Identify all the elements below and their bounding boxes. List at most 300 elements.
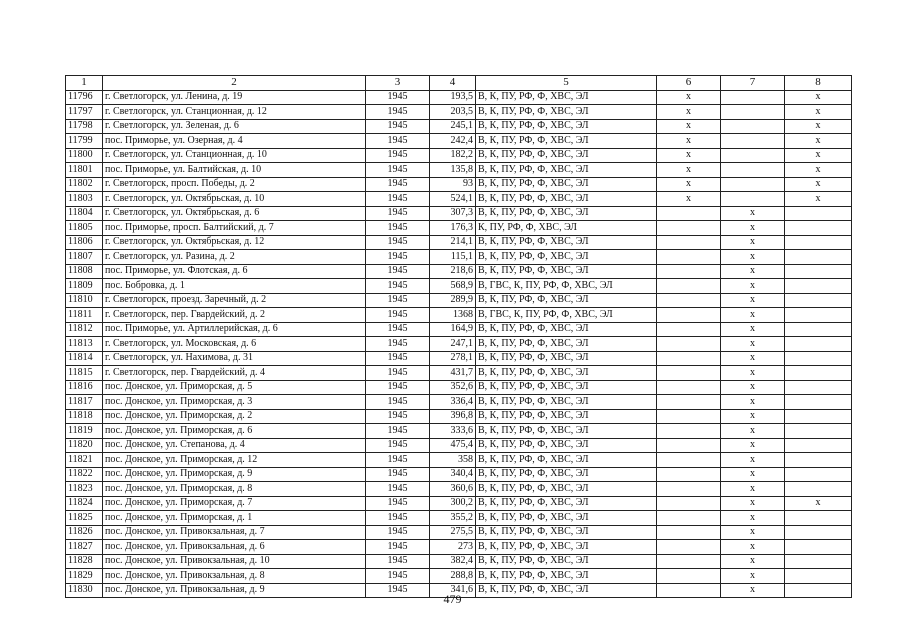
address-cell: пос. Донское, ул. Привокзальная, д. 10 xyxy=(103,554,366,569)
row-id-cell: 11828 xyxy=(66,554,103,569)
systems-cell: В, К, ПУ, РФ, Ф, ХВС, ЭЛ xyxy=(476,351,657,366)
mark-cell-6 xyxy=(657,264,721,279)
year-cell: 1945 xyxy=(366,206,430,221)
mark-cell-8 xyxy=(785,424,852,439)
mark-cell-7: х xyxy=(721,250,785,265)
mark-cell-6 xyxy=(657,351,721,366)
systems-cell: В, К, ПУ, РФ, Ф, ХВС, ЭЛ xyxy=(476,467,657,482)
area-cell: 475,4 xyxy=(430,438,476,453)
mark-cell-7: х xyxy=(721,264,785,279)
year-cell: 1945 xyxy=(366,337,430,352)
table-row xyxy=(66,235,852,250)
table-row xyxy=(66,525,852,540)
row-id-cell: 11830 xyxy=(66,583,103,598)
table-row xyxy=(66,163,852,178)
mark-cell-6 xyxy=(657,511,721,526)
mark-cell-6: х xyxy=(657,119,721,134)
systems-cell: В, К, ПУ, РФ, Ф, ХВС, ЭЛ xyxy=(476,163,657,178)
address-cell: г. Светлогорск, ул. Московская, д. 6 xyxy=(103,337,366,352)
area-cell: 431,7 xyxy=(430,366,476,381)
year-cell: 1945 xyxy=(366,119,430,134)
mark-cell-6 xyxy=(657,496,721,511)
area-cell: 352,6 xyxy=(430,380,476,395)
area-cell: 341,6 xyxy=(430,583,476,598)
mark-cell-7: х xyxy=(721,206,785,221)
row-id-cell: 11823 xyxy=(66,482,103,497)
year-cell: 1945 xyxy=(366,163,430,178)
systems-cell: В, К, ПУ, РФ, Ф, ХВС, ЭЛ xyxy=(476,264,657,279)
row-id-cell: 11827 xyxy=(66,540,103,555)
mark-cell-7: х xyxy=(721,438,785,453)
mark-cell-8 xyxy=(785,264,852,279)
mark-cell-8: х xyxy=(785,192,852,207)
area-cell: 273 xyxy=(430,540,476,555)
mark-cell-7: х xyxy=(721,337,785,352)
systems-cell: В, К, ПУ, РФ, Ф, ХВС, ЭЛ xyxy=(476,119,657,134)
mark-cell-8 xyxy=(785,453,852,468)
mark-cell-7: х xyxy=(721,409,785,424)
systems-cell: В, К, ПУ, РФ, Ф, ХВС, ЭЛ xyxy=(476,569,657,584)
area-cell: 214,1 xyxy=(430,235,476,250)
area-cell: 193,5 xyxy=(430,90,476,105)
address-cell: пос. Донское, ул. Приморская, д. 9 xyxy=(103,467,366,482)
row-id-cell: 11826 xyxy=(66,525,103,540)
year-cell: 1945 xyxy=(366,511,430,526)
row-id-cell: 11814 xyxy=(66,351,103,366)
year-cell: 1945 xyxy=(366,221,430,236)
row-id-cell: 11807 xyxy=(66,250,103,265)
address-cell: пос. Донское, ул. Приморская, д. 6 xyxy=(103,424,366,439)
row-id-cell: 11825 xyxy=(66,511,103,526)
mark-cell-7: х xyxy=(721,467,785,482)
mark-cell-6: х xyxy=(657,177,721,192)
row-id-cell: 11808 xyxy=(66,264,103,279)
year-cell: 1945 xyxy=(366,554,430,569)
row-id-cell: 11809 xyxy=(66,279,103,294)
table-row xyxy=(66,424,852,439)
row-id-cell: 11797 xyxy=(66,105,103,120)
mark-cell-7: х xyxy=(721,293,785,308)
area-cell: 396,8 xyxy=(430,409,476,424)
mark-cell-6 xyxy=(657,337,721,352)
mark-cell-8 xyxy=(785,569,852,584)
systems-cell: В, К, ПУ, РФ, Ф, ХВС, ЭЛ xyxy=(476,192,657,207)
systems-cell: В, К, ПУ, РФ, Ф, ХВС, ЭЛ xyxy=(476,482,657,497)
mark-cell-6 xyxy=(657,395,721,410)
mark-cell-6 xyxy=(657,525,721,540)
mark-cell-7 xyxy=(721,163,785,178)
row-id-cell: 11820 xyxy=(66,438,103,453)
year-cell: 1945 xyxy=(366,351,430,366)
row-id-cell: 11796 xyxy=(66,90,103,105)
row-id-cell: 11812 xyxy=(66,322,103,337)
address-cell: пос. Донское, ул. Приморская, д. 12 xyxy=(103,453,366,468)
mark-cell-7 xyxy=(721,177,785,192)
address-cell: пос. Бобровка, д. 1 xyxy=(103,279,366,294)
mark-cell-6 xyxy=(657,235,721,250)
address-cell: пос. Донское, ул. Привокзальная, д. 8 xyxy=(103,569,366,584)
table-row xyxy=(66,192,852,207)
area-cell: 176,3 xyxy=(430,221,476,236)
area-cell: 115,1 xyxy=(430,250,476,265)
table-row xyxy=(66,119,852,134)
systems-cell: В, К, ПУ, РФ, Ф, ХВС, ЭЛ xyxy=(476,583,657,598)
systems-cell: В, К, ПУ, РФ, Ф, ХВС, ЭЛ xyxy=(476,366,657,381)
mark-cell-6 xyxy=(657,482,721,497)
column-header: 8 xyxy=(785,76,852,91)
year-cell: 1945 xyxy=(366,453,430,468)
mark-cell-8 xyxy=(785,395,852,410)
row-id-cell: 11821 xyxy=(66,453,103,468)
area-cell: 355,2 xyxy=(430,511,476,526)
year-cell: 1945 xyxy=(366,583,430,598)
systems-cell: В, К, ПУ, РФ, Ф, ХВС, ЭЛ xyxy=(476,409,657,424)
table-body xyxy=(66,90,852,598)
mark-cell-8 xyxy=(785,235,852,250)
mark-cell-7: х xyxy=(721,496,785,511)
mark-cell-7: х xyxy=(721,554,785,569)
area-cell: 300,2 xyxy=(430,496,476,511)
mark-cell-8: х xyxy=(785,148,852,163)
area-cell: 333,6 xyxy=(430,424,476,439)
area-cell: 182,2 xyxy=(430,148,476,163)
table-row xyxy=(66,337,852,352)
year-cell: 1945 xyxy=(366,134,430,149)
mark-cell-6: х xyxy=(657,134,721,149)
row-id-cell: 11811 xyxy=(66,308,103,323)
systems-cell: В, К, ПУ, РФ, Ф, ХВС, ЭЛ xyxy=(476,235,657,250)
systems-cell: В, К, ПУ, РФ, Ф, ХВС, ЭЛ xyxy=(476,148,657,163)
mark-cell-8 xyxy=(785,250,852,265)
table-row xyxy=(66,395,852,410)
column-header: 2 xyxy=(103,76,366,91)
area-cell: 336,4 xyxy=(430,395,476,410)
mark-cell-7: х xyxy=(721,395,785,410)
row-id-cell: 11804 xyxy=(66,206,103,221)
area-cell: 1368 xyxy=(430,308,476,323)
mark-cell-8 xyxy=(785,554,852,569)
mark-cell-7 xyxy=(721,192,785,207)
address-cell: г. Светлогорск, ул. Нахимова, д. 31 xyxy=(103,351,366,366)
address-cell: пос. Донское, ул. Приморская, д. 1 xyxy=(103,511,366,526)
column-header: 7 xyxy=(721,76,785,91)
table-row xyxy=(66,467,852,482)
mark-cell-7: х xyxy=(721,453,785,468)
row-id-cell: 11800 xyxy=(66,148,103,163)
mark-cell-6 xyxy=(657,221,721,236)
mark-cell-8 xyxy=(785,351,852,366)
mark-cell-6: х xyxy=(657,105,721,120)
table-row xyxy=(66,438,852,453)
address-cell: пос. Приморье, просп. Балтийский, д. 7 xyxy=(103,221,366,236)
systems-cell: В, К, ПУ, РФ, Ф, ХВС, ЭЛ xyxy=(476,293,657,308)
row-id-cell: 11806 xyxy=(66,235,103,250)
mark-cell-6 xyxy=(657,308,721,323)
mark-cell-7: х xyxy=(721,279,785,294)
table-row xyxy=(66,308,852,323)
year-cell: 1945 xyxy=(366,279,430,294)
row-id-cell: 11810 xyxy=(66,293,103,308)
year-cell: 1945 xyxy=(366,148,430,163)
mark-cell-8 xyxy=(785,525,852,540)
address-cell: пос. Донское, ул. Приморская, д. 8 xyxy=(103,482,366,497)
mark-cell-8 xyxy=(785,511,852,526)
mark-cell-7: х xyxy=(721,482,785,497)
systems-cell: К, ПУ, РФ, Ф, ХВС, ЭЛ xyxy=(476,221,657,236)
address-cell: г. Светлогорск, просп. Победы, д. 2 xyxy=(103,177,366,192)
row-id-cell: 11805 xyxy=(66,221,103,236)
year-cell: 1945 xyxy=(366,308,430,323)
row-id-cell: 11799 xyxy=(66,134,103,149)
address-cell: г. Светлогорск, ул. Октябрьская, д. 6 xyxy=(103,206,366,221)
mark-cell-6 xyxy=(657,453,721,468)
mark-cell-7: х xyxy=(721,366,785,381)
systems-cell: В, К, ПУ, РФ, Ф, ХВС, ЭЛ xyxy=(476,206,657,221)
mark-cell-7 xyxy=(721,90,785,105)
mark-cell-6: х xyxy=(657,90,721,105)
area-cell: 242,4 xyxy=(430,134,476,149)
area-cell: 289,9 xyxy=(430,293,476,308)
year-cell: 1945 xyxy=(366,235,430,250)
header-row xyxy=(66,76,852,91)
mark-cell-8 xyxy=(785,540,852,555)
mark-cell-8 xyxy=(785,322,852,337)
area-cell: 245,1 xyxy=(430,119,476,134)
address-cell: пос. Донское, ул. Приморская, д. 2 xyxy=(103,409,366,424)
table-row xyxy=(66,453,852,468)
area-cell: 382,4 xyxy=(430,554,476,569)
mark-cell-6 xyxy=(657,554,721,569)
row-id-cell: 11822 xyxy=(66,467,103,482)
row-id-cell: 11824 xyxy=(66,496,103,511)
row-id-cell: 11798 xyxy=(66,119,103,134)
mark-cell-7: х xyxy=(721,322,785,337)
systems-cell: В, К, ПУ, РФ, Ф, ХВС, ЭЛ xyxy=(476,90,657,105)
mark-cell-6 xyxy=(657,540,721,555)
row-id-cell: 11829 xyxy=(66,569,103,584)
systems-cell: В, ГВС, К, ПУ, РФ, Ф, ХВС, ЭЛ xyxy=(476,279,657,294)
mark-cell-6 xyxy=(657,569,721,584)
table-row xyxy=(66,482,852,497)
area-cell: 524,1 xyxy=(430,192,476,207)
mark-cell-8 xyxy=(785,279,852,294)
row-id-cell: 11802 xyxy=(66,177,103,192)
mark-cell-7: х xyxy=(721,380,785,395)
mark-cell-6 xyxy=(657,424,721,439)
mark-cell-8: х xyxy=(785,177,852,192)
area-cell: 164,9 xyxy=(430,322,476,337)
systems-cell: В, К, ПУ, РФ, Ф, ХВС, ЭЛ xyxy=(476,337,657,352)
year-cell: 1945 xyxy=(366,293,430,308)
mark-cell-6 xyxy=(657,206,721,221)
mark-cell-8: х xyxy=(785,134,852,149)
table-row xyxy=(66,177,852,192)
row-id-cell: 11813 xyxy=(66,337,103,352)
mark-cell-7: х xyxy=(721,525,785,540)
area-cell: 288,8 xyxy=(430,569,476,584)
row-id-cell: 11818 xyxy=(66,409,103,424)
year-cell: 1945 xyxy=(366,105,430,120)
systems-cell: В, К, ПУ, РФ, Ф, ХВС, ЭЛ xyxy=(476,496,657,511)
column-header: 3 xyxy=(366,76,430,91)
mark-cell-8 xyxy=(785,482,852,497)
mark-cell-8 xyxy=(785,206,852,221)
address-cell: пос. Приморье, ул. Балтийская, д. 10 xyxy=(103,163,366,178)
mark-cell-6 xyxy=(657,322,721,337)
mark-cell-7 xyxy=(721,148,785,163)
mark-cell-8: х xyxy=(785,119,852,134)
area-cell: 278,1 xyxy=(430,351,476,366)
mark-cell-8: х xyxy=(785,90,852,105)
mark-cell-6 xyxy=(657,438,721,453)
address-cell: пос. Приморье, ул. Артиллерийская, д. 6 xyxy=(103,322,366,337)
row-id-cell: 11815 xyxy=(66,366,103,381)
area-cell: 93 xyxy=(430,177,476,192)
housing-register-table xyxy=(65,75,852,598)
year-cell: 1945 xyxy=(366,395,430,410)
row-id-cell: 11817 xyxy=(66,395,103,410)
address-cell: пос. Приморье, ул. Озерная, д. 4 xyxy=(103,134,366,149)
table-row xyxy=(66,206,852,221)
mark-cell-6 xyxy=(657,409,721,424)
year-cell: 1945 xyxy=(366,496,430,511)
year-cell: 1945 xyxy=(366,366,430,381)
year-cell: 1945 xyxy=(366,569,430,584)
systems-cell: В, К, ПУ, РФ, Ф, ХВС, ЭЛ xyxy=(476,511,657,526)
column-header: 1 xyxy=(66,76,103,91)
address-cell: г. Светлогорск, пер. Гвардейский, д. 4 xyxy=(103,366,366,381)
mark-cell-8 xyxy=(785,293,852,308)
address-cell: пос. Донское, ул. Привокзальная, д. 7 xyxy=(103,525,366,540)
mark-cell-7: х xyxy=(721,308,785,323)
area-cell: 135,8 xyxy=(430,163,476,178)
column-header: 6 xyxy=(657,76,721,91)
mark-cell-7: х xyxy=(721,540,785,555)
area-cell: 358 xyxy=(430,453,476,468)
year-cell: 1945 xyxy=(366,192,430,207)
systems-cell: В, К, ПУ, РФ, Ф, ХВС, ЭЛ xyxy=(476,424,657,439)
column-header: 4 xyxy=(430,76,476,91)
mark-cell-8: х xyxy=(785,496,852,511)
table-row xyxy=(66,554,852,569)
table-row xyxy=(66,540,852,555)
area-cell: 247,1 xyxy=(430,337,476,352)
mark-cell-6 xyxy=(657,366,721,381)
table-row xyxy=(66,279,852,294)
mark-cell-7: х xyxy=(721,511,785,526)
table-row xyxy=(66,264,852,279)
year-cell: 1945 xyxy=(366,322,430,337)
year-cell: 1945 xyxy=(366,540,430,555)
address-cell: г. Светлогорск, ул. Станционная, д. 12 xyxy=(103,105,366,120)
area-cell: 307,3 xyxy=(430,206,476,221)
mark-cell-8 xyxy=(785,438,852,453)
area-cell: 203,5 xyxy=(430,105,476,120)
area-cell: 275,5 xyxy=(430,525,476,540)
table-row xyxy=(66,322,852,337)
mark-cell-7 xyxy=(721,134,785,149)
mark-cell-6 xyxy=(657,279,721,294)
table-row xyxy=(66,351,852,366)
row-id-cell: 11819 xyxy=(66,424,103,439)
table-row xyxy=(66,380,852,395)
column-header: 5 xyxy=(476,76,657,91)
address-cell: пос. Донское, ул. Привокзальная, д. 9 xyxy=(103,583,366,598)
address-cell: г. Светлогорск, ул. Ленина, д. 19 xyxy=(103,90,366,105)
year-cell: 1945 xyxy=(366,525,430,540)
year-cell: 1945 xyxy=(366,250,430,265)
mark-cell-8: х xyxy=(785,105,852,120)
mark-cell-7: х xyxy=(721,424,785,439)
systems-cell: В, К, ПУ, РФ, Ф, ХВС, ЭЛ xyxy=(476,322,657,337)
mark-cell-8 xyxy=(785,308,852,323)
row-id-cell: 11816 xyxy=(66,380,103,395)
mark-cell-7 xyxy=(721,119,785,134)
address-cell: пос. Донское, ул. Привокзальная, д. 6 xyxy=(103,540,366,555)
mark-cell-6 xyxy=(657,250,721,265)
table-row xyxy=(66,496,852,511)
systems-cell: В, К, ПУ, РФ, Ф, ХВС, ЭЛ xyxy=(476,540,657,555)
systems-cell: В, К, ПУ, РФ, Ф, ХВС, ЭЛ xyxy=(476,134,657,149)
mark-cell-6 xyxy=(657,380,721,395)
systems-cell: В, К, ПУ, РФ, Ф, ХВС, ЭЛ xyxy=(476,525,657,540)
table-row xyxy=(66,293,852,308)
table-row xyxy=(66,221,852,236)
address-cell: пос. Донское, ул. Степанова, д. 4 xyxy=(103,438,366,453)
table-row xyxy=(66,134,852,149)
address-cell: г. Светлогорск, ул. Разина, д. 2 xyxy=(103,250,366,265)
table-row xyxy=(66,366,852,381)
mark-cell-7: х xyxy=(721,583,785,598)
mark-cell-8 xyxy=(785,366,852,381)
mark-cell-8 xyxy=(785,409,852,424)
year-cell: 1945 xyxy=(366,177,430,192)
address-cell: пос. Донское, ул. Приморская, д. 3 xyxy=(103,395,366,410)
year-cell: 1945 xyxy=(366,264,430,279)
table-row xyxy=(66,511,852,526)
table-row xyxy=(66,90,852,105)
year-cell: 1945 xyxy=(366,90,430,105)
mark-cell-7: х xyxy=(721,569,785,584)
address-cell: г. Светлогорск, ул. Октябрьская, д. 12 xyxy=(103,235,366,250)
mark-cell-8 xyxy=(785,337,852,352)
address-cell: пос. Донское, ул. Приморская, д. 7 xyxy=(103,496,366,511)
mark-cell-6 xyxy=(657,293,721,308)
mark-cell-8: х xyxy=(785,163,852,178)
year-cell: 1945 xyxy=(366,380,430,395)
systems-cell: В, К, ПУ, РФ, Ф, ХВС, ЭЛ xyxy=(476,380,657,395)
row-id-cell: 11803 xyxy=(66,192,103,207)
mark-cell-8 xyxy=(785,221,852,236)
mark-cell-7 xyxy=(721,105,785,120)
table-row xyxy=(66,409,852,424)
systems-cell: В, К, ПУ, РФ, Ф, ХВС, ЭЛ xyxy=(476,395,657,410)
address-cell: г. Светлогорск, пер. Гвардейский, д. 2 xyxy=(103,308,366,323)
address-cell: г. Светлогорск, проезд. Заречный, д. 2 xyxy=(103,293,366,308)
address-cell: г. Светлогорск, ул. Зеленая, д. 6 xyxy=(103,119,366,134)
mark-cell-6: х xyxy=(657,163,721,178)
systems-cell: В, К, ПУ, РФ, Ф, ХВС, ЭЛ xyxy=(476,438,657,453)
area-cell: 360,6 xyxy=(430,482,476,497)
systems-cell: В, К, ПУ, РФ, Ф, ХВС, ЭЛ xyxy=(476,453,657,468)
area-cell: 340,4 xyxy=(430,467,476,482)
table-row xyxy=(66,250,852,265)
systems-cell: В, К, ПУ, РФ, Ф, ХВС, ЭЛ xyxy=(476,177,657,192)
mark-cell-6: х xyxy=(657,148,721,163)
address-cell: пос. Приморье, ул. Флотская, д. 6 xyxy=(103,264,366,279)
mark-cell-8 xyxy=(785,380,852,395)
mark-cell-7: х xyxy=(721,221,785,236)
